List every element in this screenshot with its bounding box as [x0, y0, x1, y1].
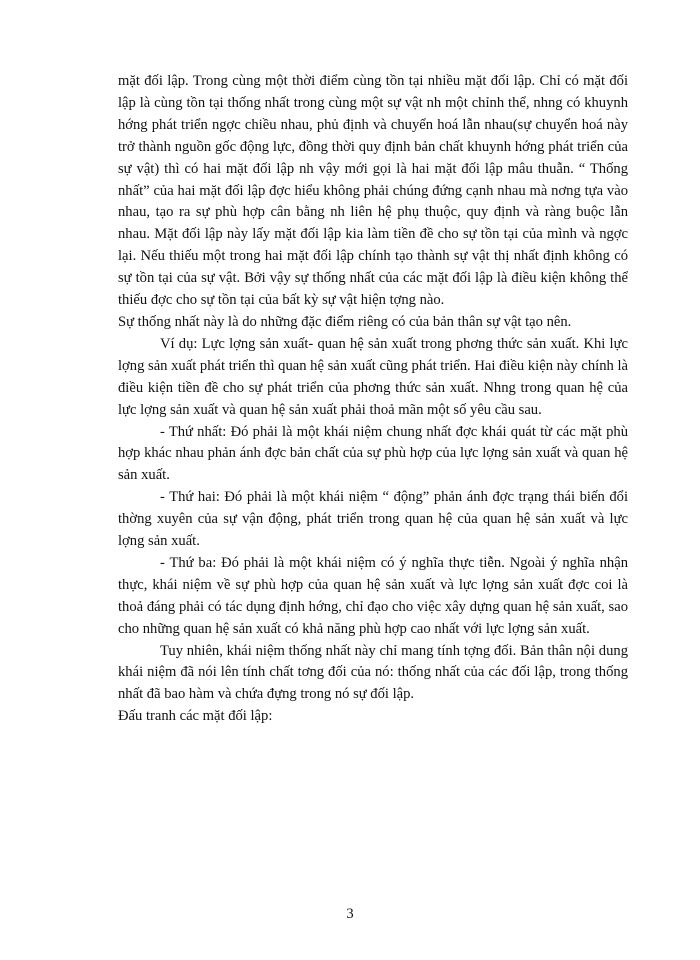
body-paragraph: Tuy nhiên, khái niệm thống nhất này chỉ mang tính tợng đối. Bản thân nội dung khái niệm đã nói lên tính chất tơng đối của nó: thống nhất của các đối lập, trong thống nhất đã bao hàm và chứa đựng trong nó sự đối lập. [118, 642, 628, 703]
body-paragraph: - Thứ ba: Đó phải là một khái niệm có ý nghĩa thực tiễn. Ngoài ý nghĩa nhận thực, khái niệm về sự phù hợp của quan hệ sản xuất và lực lợng sản xuất đợc coi là thoả đáng phải có tác dụng định hớng, chỉ đạo cho việc xây dựng quan hệ sản xuất, sao cho những quan hệ sản xuất có khả năng phù hợp cao nhất với lực lợng sản xuất. [118, 554, 628, 637]
body-paragraph: Ví dụ: Lực lợng sản xuất- quan hệ sản xuất trong phơng thức sản xuất. Khi lực lợng sản xuất phát triển thì quan hệ sản xuất cũng phát triển. Hai điều kiện này chính là điều kiện tiền đề cho sự phát triển của phơng thức sản xuất. Nhng trong quan hệ của lực lợng sản xuất và quan hệ sản xuất phải thoả mãn một số yêu cầu sau. [118, 335, 628, 418]
body-paragraph: mặt đối lập. Trong cùng một thời điểm cùng tồn tại nhiều mặt đối lập. Chỉ có mặt đối lập là cùng tồn tại thống nhất trong cùng một sự vật nh một chỉnh thể, nhng có khuynh hớng phát triển ngợc chiều nhau, phủ định và chuyển hoá lẫn nhau(sự chuyển hoá này trở thành nguồn gốc động lực, đồng thời quy định bản chất khuynh hớng phát triển của sự vật) thì có hai mặt đối lập nh vậy mới gọi là hai mặt đối lập mâu thuẫn. “ Thống nhất” của hai mặt đối lập đợc hiểu không phải chúng đứng cạnh nhau mà nơng tựa vào nhau, tạo ra sự phù hợp cân bằng nh liên hệ phụ thuộc, quy định và ràng buộc lẫn nhau. Mặt đối lập này lấy mặt đối lập kia làm tiền đề cho sự tồn tại của mình và ngợc lại. Nếu thiếu một trong hai mặt đối lập chính tạo thành sự vật thị nhất định không có sự tồn tại của sự vật. Bởi vậy sự thống nhất của các mặt đối lập là điều kiện không thể thiếu đợc cho sự tồn tại của bất kỳ sự vật hiện tợng nào. [118, 73, 628, 309]
document-body [118, 71, 628, 728]
body-paragraph: - Thứ hai: Đó phải là một khái niệm “ động” phản ánh đợc trạng thái biến đổi thờng xuyên của sự vận động, phát triển trong quan hệ của quan hệ sản xuất và lực lợng sản xuất. [118, 489, 628, 550]
body-paragraph: Sự thống nhất này là do những đặc điểm riêng có của bản thân sự vật tạo nên. [118, 313, 572, 330]
page-number: 3 [346, 906, 354, 922]
body-paragraph: Đấu tranh các mặt đối lập: [118, 708, 273, 725]
body-paragraph: - Thứ nhất: Đó phải là một khái niệm chung nhất đợc khái quát từ các mặt phù hợp khác nhau phản ánh đợc bản chất của sự phù hợp của lực lợng sản xuất và quan hệ sản xuất. [118, 423, 628, 484]
